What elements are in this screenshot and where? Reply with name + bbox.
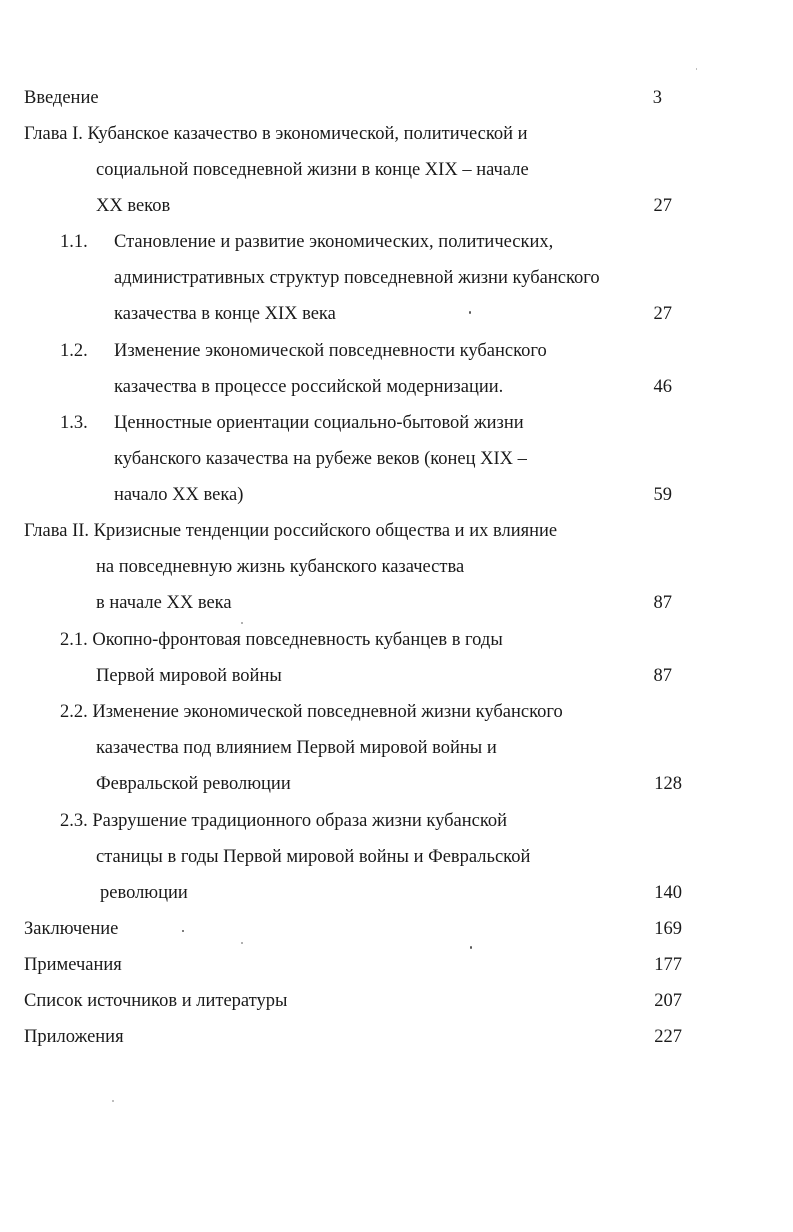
scan-speck	[469, 311, 471, 314]
toc-entry-notes: Примечания	[24, 955, 122, 975]
toc-page-conclusion: 169	[654, 919, 682, 939]
toc-section-1-1-line3: казачества в конце XIX века	[114, 304, 336, 324]
scan-speck	[470, 946, 472, 949]
toc-page-intro: 3	[652, 88, 662, 108]
toc-page-chapter1: 27	[653, 196, 672, 216]
toc-section-1-1-number: 1.1.	[60, 232, 88, 252]
scan-speck	[241, 622, 243, 624]
toc-chapter1-line3: XX веков	[96, 196, 171, 216]
toc-page-section-1-3: 59	[653, 485, 672, 505]
toc-page-notes: 177	[654, 955, 682, 975]
toc-section-1-1-line2: административных структур повседневной жизни кубанского	[114, 268, 600, 288]
toc-page-appendices: 227	[654, 1027, 682, 1047]
toc-page-section-2-3: 140	[654, 883, 682, 903]
toc-section-1-2-line2: казачества в процессе российской модернизации.	[114, 377, 504, 397]
toc-section-1-3-line1: Ценностные ориентации социально-бытовой жизни	[114, 413, 524, 433]
toc-page-section-2-2: 128	[654, 774, 682, 794]
toc-section-1-2-number: 1.2.	[60, 341, 88, 361]
scan-speck	[241, 942, 243, 944]
toc-section-1-3-number: 1.3.	[60, 413, 88, 433]
toc-page-chapter2: 87	[653, 593, 672, 613]
scan-speck	[182, 930, 184, 932]
toc-entry-sources: Список источников и литературы	[24, 991, 288, 1011]
toc-chapter1-line2: социальной повседневной жизни в конце XIX – начале	[96, 160, 529, 180]
toc-section-1-1-line1: Становление и развитие экономических, политических,	[114, 232, 554, 252]
toc-chapter2-line1: Глава II. Кризисные тенденции российского общества и их влияние	[24, 521, 558, 541]
toc-page-section-2-1: 87	[653, 666, 672, 686]
toc-section-2-1-line1: 2.1. Окопно-фронтовая повседневность кубанцев в годы	[60, 630, 503, 650]
toc-chapter2-line2: на повседневную жизнь кубанского казачества	[96, 557, 465, 577]
toc-page-section-1-2: 46	[653, 377, 672, 397]
toc-section-2-2-line1: 2.2. Изменение экономической повседневной жизни кубанского	[60, 702, 563, 722]
toc-section-1-3-line2: кубанского казачества на рубеже веков (конец XIX –	[114, 449, 527, 469]
toc-section-2-3-line2: станицы в годы Первой мировой войны и Февральской	[96, 847, 531, 867]
toc-section-1-2-line1: Изменение экономической повседневности кубанского	[114, 341, 547, 361]
toc-section-2-2-line3: Февральской революции	[96, 774, 291, 794]
scan-speck	[696, 68, 697, 70]
toc-chapter1-line1: Глава I. Кубанское казачество в экономической, политической и	[24, 124, 528, 144]
scan-speck	[112, 1100, 114, 1102]
toc-section-2-3-line1: 2.3. Разрушение традиционного образа жизни кубанской	[60, 811, 508, 831]
toc-entry-appendices: Приложения	[24, 1027, 124, 1047]
toc-page-section-1-1: 27	[653, 304, 672, 324]
toc-entry-conclusion: Заключение	[24, 919, 119, 939]
toc-section-2-1-line2: Первой мировой войны	[96, 666, 282, 686]
toc-section-2-2-line2: казачества под влиянием Первой мировой войны и	[96, 738, 497, 758]
toc-section-2-3-line3: революции	[100, 883, 188, 903]
toc-entry-intro: Введение	[24, 88, 99, 108]
toc-chapter2-line3: в начале XX века	[96, 593, 232, 613]
toc-page-sources: 207	[654, 991, 682, 1011]
toc-section-1-3-line3: начало XX века)	[114, 485, 244, 505]
